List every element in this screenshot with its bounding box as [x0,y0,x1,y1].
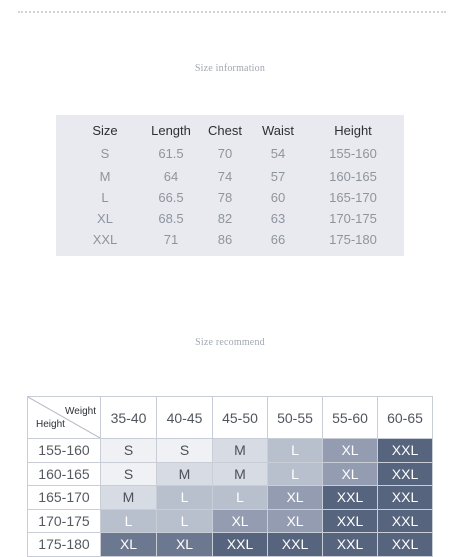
size-cell: XXL [268,533,323,557]
cell-waist: 60 [270,190,286,205]
cell-height: 160-165 [329,169,377,184]
size-cell: L [268,462,323,486]
table-row [28,439,433,463]
cell-waist: 66 [270,232,286,247]
cell-height: 155-160 [329,146,377,161]
top-dotted-divider [18,11,446,13]
size-cell: XL [268,509,323,533]
cell-size: XXL [92,232,118,247]
size-cell: XL [323,439,378,463]
table-row [28,462,433,486]
table-row [28,533,433,557]
size-cell: XXL [323,533,378,557]
height-range-label: 175-180 [28,533,101,557]
cell-size: L [101,190,109,205]
size-cell: XL [323,462,378,486]
weight-range-header: 50-55 [268,397,323,439]
header-length: Length [151,123,191,138]
size-cell: M [213,462,268,486]
height-label: Height [36,419,65,430]
size-cell: XL [213,509,268,533]
cell-chest: 86 [217,232,233,247]
size-cell: S [101,439,157,463]
size-information-table [56,115,404,256]
cell-length: 61.5 [158,146,184,161]
cell-height: 170-175 [329,211,377,226]
size-cell: XXL [378,533,433,557]
cell-chest: 70 [217,146,233,161]
header-waist: Waist [261,123,295,138]
weight-header-row [28,397,433,439]
size-cell: M [213,439,268,463]
cell-height: 175-180 [329,232,377,247]
weight-range-header: 55-60 [323,397,378,439]
cell-size: S [100,146,110,161]
table-row [28,509,433,533]
cell-waist: 63 [270,211,286,226]
size-cell: L [268,439,323,463]
weight-range-header: 40-45 [157,397,213,439]
size-cell: XL [157,533,213,557]
size-cell: XXL [323,486,378,510]
cell-length: 68.5 [158,211,184,226]
header-height: Height [334,123,372,138]
size-recommend-title: Size recommend [195,337,265,348]
cell-length: 64 [163,169,179,184]
size-recommend-table [27,396,433,557]
height-range-label: 170-175 [28,509,101,533]
cell-length: 66.5 [158,190,184,205]
header-size: Size [92,123,118,138]
size-cell: L [157,486,213,510]
weight-range-header: 35-40 [101,397,157,439]
weight-range-header: 60-65 [378,397,433,439]
size-cell: XXL [378,439,433,463]
size-cell: M [157,462,213,486]
size-cell: XXL [378,486,433,510]
corner-cell [28,397,101,439]
weight-range-header: 45-50 [213,397,268,439]
size-cell: L [157,509,213,533]
size-cell: M [101,486,157,510]
cell-waist: 54 [270,146,286,161]
size-cell: XL [101,533,157,557]
table-row [28,486,433,510]
size-cell: XXL [378,462,433,486]
height-range-label: 155-160 [28,439,101,463]
cell-chest: 78 [217,190,233,205]
cell-size: M [99,169,111,184]
cell-waist: 57 [270,169,286,184]
size-cell: XL [268,486,323,510]
cell-length: 71 [163,232,179,247]
cell-height: 165-170 [329,190,377,205]
size-cell: S [157,439,213,463]
size-cell: S [101,462,157,486]
header-chest: Chest [208,123,242,138]
size-cell: L [213,486,268,510]
size-information-title: Size information [194,63,266,74]
size-cell: XXL [323,509,378,533]
cell-chest: 82 [217,211,233,226]
diagonal-divider-icon [28,397,100,438]
size-cell: XXL [378,509,433,533]
size-cell: L [101,509,157,533]
weight-label: Weight [65,406,96,417]
height-range-label: 160-165 [28,462,101,486]
size-cell: XXL [213,533,268,557]
cell-size: XL [97,211,113,226]
height-range-label: 165-170 [28,486,101,510]
cell-chest: 74 [217,169,233,184]
